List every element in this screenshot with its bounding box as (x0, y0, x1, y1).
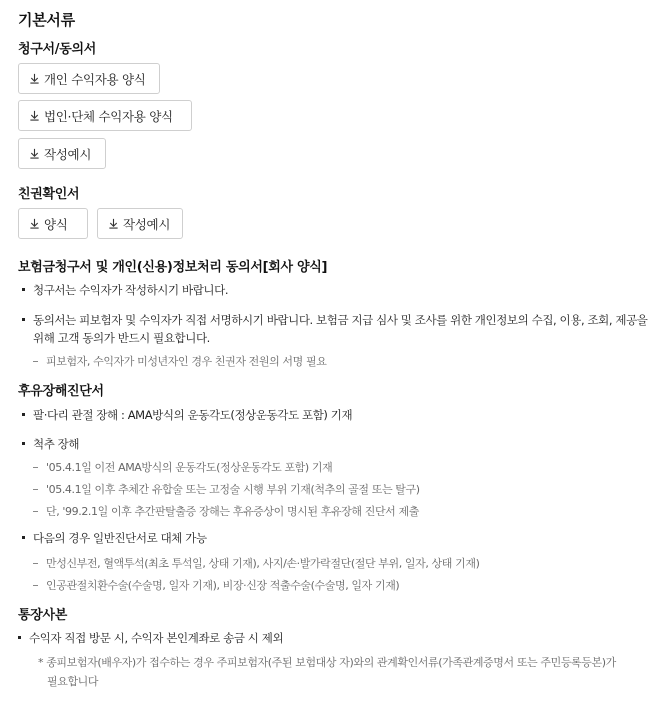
button-label: 작성예시 (44, 146, 92, 162)
list-item-text: 팔·다리 관절 장해 : AMA방식의 운동각도(정상운동각도 포함) 기재 (33, 408, 353, 422)
sub-item-text: 인공관절치환수술(수술명, 일자 기재), 비장·신장 적출수술(수술명, 일자 기재) (46, 579, 400, 592)
list-item (22, 530, 207, 546)
note-line: * 종피보험자(배우자)가 접수하는 경우 주피보험자(주된 보험대상 자)와의 관계확인서류(가족관계증명서 또는 주민등록등본)가 (38, 656, 616, 669)
disability-section-title: 후유장해진단서 (18, 384, 104, 399)
download-icon (29, 148, 40, 159)
list-item (22, 436, 79, 452)
dash (33, 467, 38, 468)
bullet (22, 536, 25, 539)
sub-item (33, 459, 332, 475)
list-item-continued: 위해 고객 동의가 반드시 필요합니다. (33, 331, 210, 345)
kinship-section-title: 친권확인서 (18, 187, 80, 202)
list-item-text: 청구서는 수익자가 작성하시기 바랍니다. (33, 283, 229, 297)
dash (33, 563, 38, 564)
note-line: 필요합니다 (47, 675, 99, 688)
list-item-text: 척추 장해 (33, 437, 80, 451)
bullet (18, 636, 21, 639)
sub-item-text: 만성신부전, 혈액투석(최초 투석일, 상태 기재), 사지/손·발가락절단(절단 부위, 일자, 상태 기재) (46, 557, 480, 570)
consent-section-title: 보험금청구서 및 개인(신용)정보처리 동의서[회사 양식] (18, 260, 328, 275)
list-item (18, 630, 283, 646)
download-corporate-form-button[interactable] (18, 100, 192, 131)
claim-section-title: 청구서/동의서 (18, 42, 96, 57)
download-claim-example-button[interactable] (18, 138, 106, 169)
button-label: 법인·단체 수익자용 양식 (44, 108, 173, 124)
sub-item (33, 577, 399, 593)
sub-item (33, 481, 420, 497)
list-item (22, 282, 228, 298)
bankbook-section-title: 통장사본 (18, 608, 68, 623)
dash (33, 489, 38, 490)
download-icon (29, 110, 40, 121)
bullet (22, 413, 25, 416)
list-item (22, 312, 648, 328)
sub-item-text: '05.4.1일 이후 추체간 유합술 또는 고정술 시행 부위 기재(척추의 골절 또는 탈구) (46, 483, 420, 496)
dash (33, 361, 38, 362)
bullet (22, 318, 25, 321)
download-icon (29, 73, 40, 84)
dash (33, 511, 38, 512)
button-label: 작성예시 (123, 216, 171, 232)
list-item-text: 다음의 경우 일반진단서로 대체 가능 (33, 531, 207, 545)
dash (33, 585, 38, 586)
sub-item (33, 353, 326, 369)
list-item-text: 동의서는 피보험자 및 수익자가 직접 서명하시기 바랍니다. 보험금 지급 심사 및 조사를 위한 개인정보의 수집, 이용, 조회, 제공을 (33, 313, 648, 327)
download-individual-form-button[interactable] (18, 63, 160, 94)
sub-item-text: '05.4.1일 이전 AMA방식의 운동각도(정상운동각도 포함) 기재 (46, 461, 333, 474)
page-title: 기본서류 (18, 11, 75, 29)
sub-item-text: 피보험자, 수익자가 미성년자인 경우 친권자 전원의 서명 필요 (46, 355, 327, 368)
bullet (22, 288, 25, 291)
sub-item (33, 555, 479, 571)
sub-item-text: 단, '99.2.1일 이후 추간판탈출증 장해는 후유증상이 명시된 후유장해 진단서 제출 (46, 505, 419, 518)
button-label: 양식 (44, 216, 68, 232)
button-label: 개인 수익자용 양식 (44, 71, 146, 87)
bullet (22, 442, 25, 445)
list-item-text: 수익자 직접 방문 시, 수익자 본인계좌로 송금 시 제외 (29, 631, 284, 645)
sub-item (33, 503, 419, 519)
download-kinship-form-button[interactable] (18, 208, 88, 239)
download-icon (29, 218, 40, 229)
list-item (22, 407, 352, 423)
download-kinship-example-button[interactable] (97, 208, 183, 239)
download-icon (108, 218, 119, 229)
